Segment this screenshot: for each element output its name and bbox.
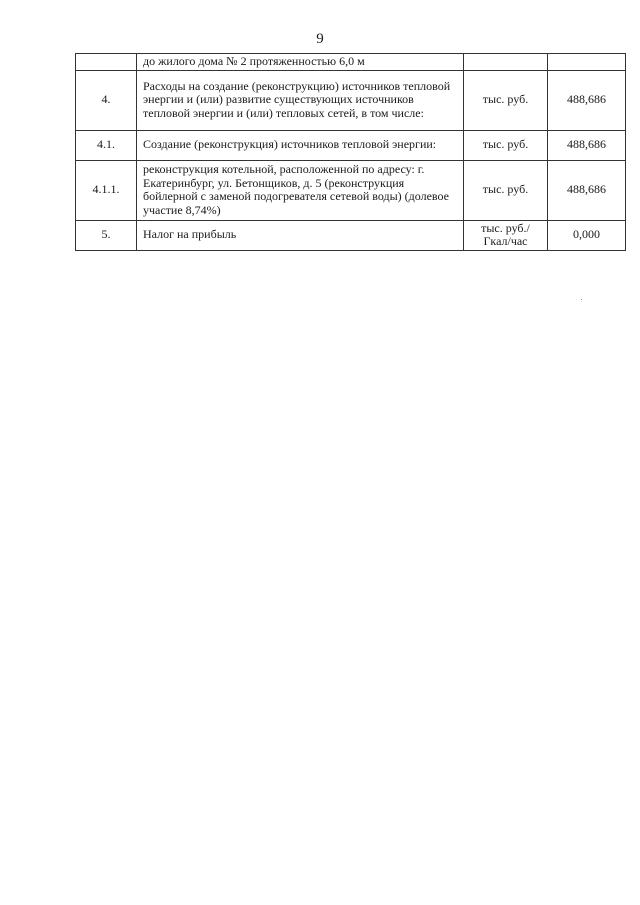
- row-number: 4.: [76, 70, 137, 130]
- scan-speck: [581, 299, 582, 300]
- table-row: [76, 160, 626, 220]
- table-row: [76, 220, 626, 250]
- row-number: 4.1.: [76, 130, 137, 160]
- row-unit: тыс. руб.: [464, 70, 548, 130]
- row-unit: тыс. руб.: [464, 160, 548, 220]
- row-description: реконструкция котельной, расположенной по адресу: г. Екатеринбург, ул. Бетонщиков, д. 5 (реконструкция бойлерной с заменой подогревателя сетевой воды) (долевое участие 8,74%): [137, 160, 464, 220]
- table-row: [76, 130, 626, 160]
- row-number: 5.: [76, 220, 137, 250]
- row-description: Создание (реконструкция) источников тепловой энергии:: [137, 130, 464, 160]
- row-value: 0,000: [548, 220, 626, 250]
- row-description: Налог на прибыль: [137, 220, 464, 250]
- row-value: [548, 54, 626, 71]
- row-number: [76, 54, 137, 71]
- row-unit: тыс. руб.: [464, 130, 548, 160]
- row-number: 4.1.1.: [76, 160, 137, 220]
- row-value: 488,686: [548, 130, 626, 160]
- table-row: [76, 54, 626, 71]
- row-description: Расходы на создание (реконструкцию) источников тепловой энергии и (или) развитие существующих источников тепловой энергии и (или) тепловых сетей, в том числе:: [137, 70, 464, 130]
- table-row: [76, 70, 626, 130]
- tariff-table: [75, 53, 626, 251]
- row-unit: тыс. руб./ Гкал/час: [464, 220, 548, 250]
- row-value: 488,686: [548, 160, 626, 220]
- row-unit: [464, 54, 548, 71]
- row-description: до жилого дома № 2 протяженностью 6,0 м: [137, 54, 464, 71]
- page-number: 9: [316, 31, 324, 47]
- row-value: 488,686: [548, 70, 626, 130]
